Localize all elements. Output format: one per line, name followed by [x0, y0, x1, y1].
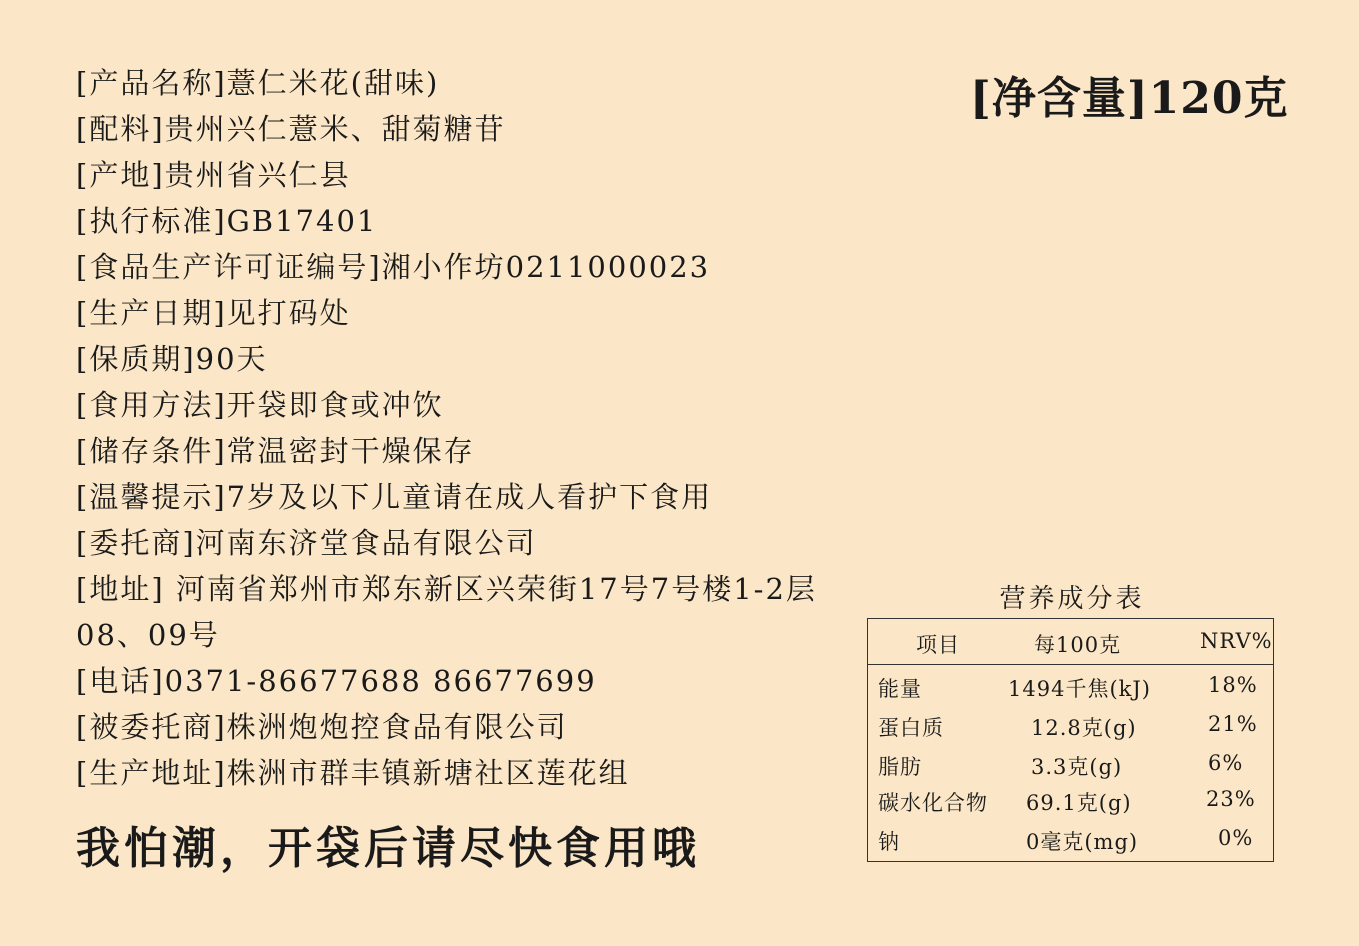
- nutrient-value: 12.8克(g): [1031, 716, 1137, 740]
- nutrient-name: 碳水化合物: [878, 791, 988, 815]
- nutrient-name: 脂肪: [878, 755, 922, 779]
- nutrient-nrv: 6%: [1208, 751, 1244, 775]
- nutrient-nrv: 18%: [1208, 673, 1258, 697]
- production-address-line: [生产地址]株洲市群丰镇新塘社区莲花组: [76, 756, 630, 790]
- nutrient-value: 1494千焦(kJ): [1008, 677, 1151, 701]
- production-date-line: [生产日期]见打码处: [76, 296, 351, 330]
- nutrient-value: 3.3克(g): [1031, 755, 1123, 779]
- nutrient-nrv: 0%: [1218, 826, 1254, 850]
- nutrition-table-title: 营养成分表: [999, 584, 1145, 614]
- shelf-life-line: [保质期]90天: [76, 342, 268, 376]
- nutrient-name: 钠: [878, 830, 900, 854]
- slogan: 我怕潮，开袋后请尽快食用哦: [76, 823, 700, 874]
- product-info-list: [76, 60, 836, 796]
- header-item: 项目: [916, 633, 960, 657]
- address-line: [地址] 河南省郑州市郑东新区兴荣街17号7号楼1-2层08、09号: [76, 572, 817, 652]
- nutrient-name: 能量: [878, 677, 922, 701]
- nutrient-value: 69.1克(g): [1026, 791, 1132, 815]
- table-row: [868, 751, 1273, 789]
- standard-line: [执行标准]GB17401: [76, 204, 378, 238]
- nutrient-value: 0毫克(mg): [1026, 830, 1139, 854]
- phone-line: [电话]0371-86677688 86677699: [76, 664, 597, 698]
- nutrition-table-header: [868, 619, 1273, 665]
- ingredients-line: [配料]贵州兴仁薏米、甜菊糖苷: [76, 112, 506, 146]
- warning-line: [温馨提示]7岁及以下儿童请在成人看护下食用: [76, 480, 713, 514]
- table-row: [868, 712, 1273, 750]
- header-per-100g: 每100克: [1034, 633, 1122, 657]
- product-name-line: [产品名称]薏仁米花(甜味): [76, 66, 440, 100]
- manufacturer-line: [被委托商]株洲炮炮控食品有限公司: [76, 710, 568, 744]
- net-weight: [净含量]120克: [970, 73, 1289, 124]
- origin-line: [产地]贵州省兴仁县: [76, 158, 351, 192]
- license-line: [食品生产许可证编号]湘小作坊0211000023: [76, 250, 711, 284]
- storage-line: [储存条件]常温密封干燥保存: [76, 434, 475, 468]
- table-row: [868, 787, 1273, 825]
- nutrient-nrv: 21%: [1208, 712, 1258, 736]
- nutrient-nrv: 23%: [1206, 787, 1256, 811]
- nutrition-table: [867, 618, 1274, 862]
- nutrient-name: 蛋白质: [878, 716, 944, 740]
- header-nrv: NRV%: [1200, 629, 1273, 653]
- usage-line: [食用方法]开袋即食或冲饮: [76, 388, 444, 422]
- table-row: [868, 673, 1273, 711]
- client-line: [委托商]河南东济堂食品有限公司: [76, 526, 537, 560]
- table-row: [868, 826, 1273, 864]
